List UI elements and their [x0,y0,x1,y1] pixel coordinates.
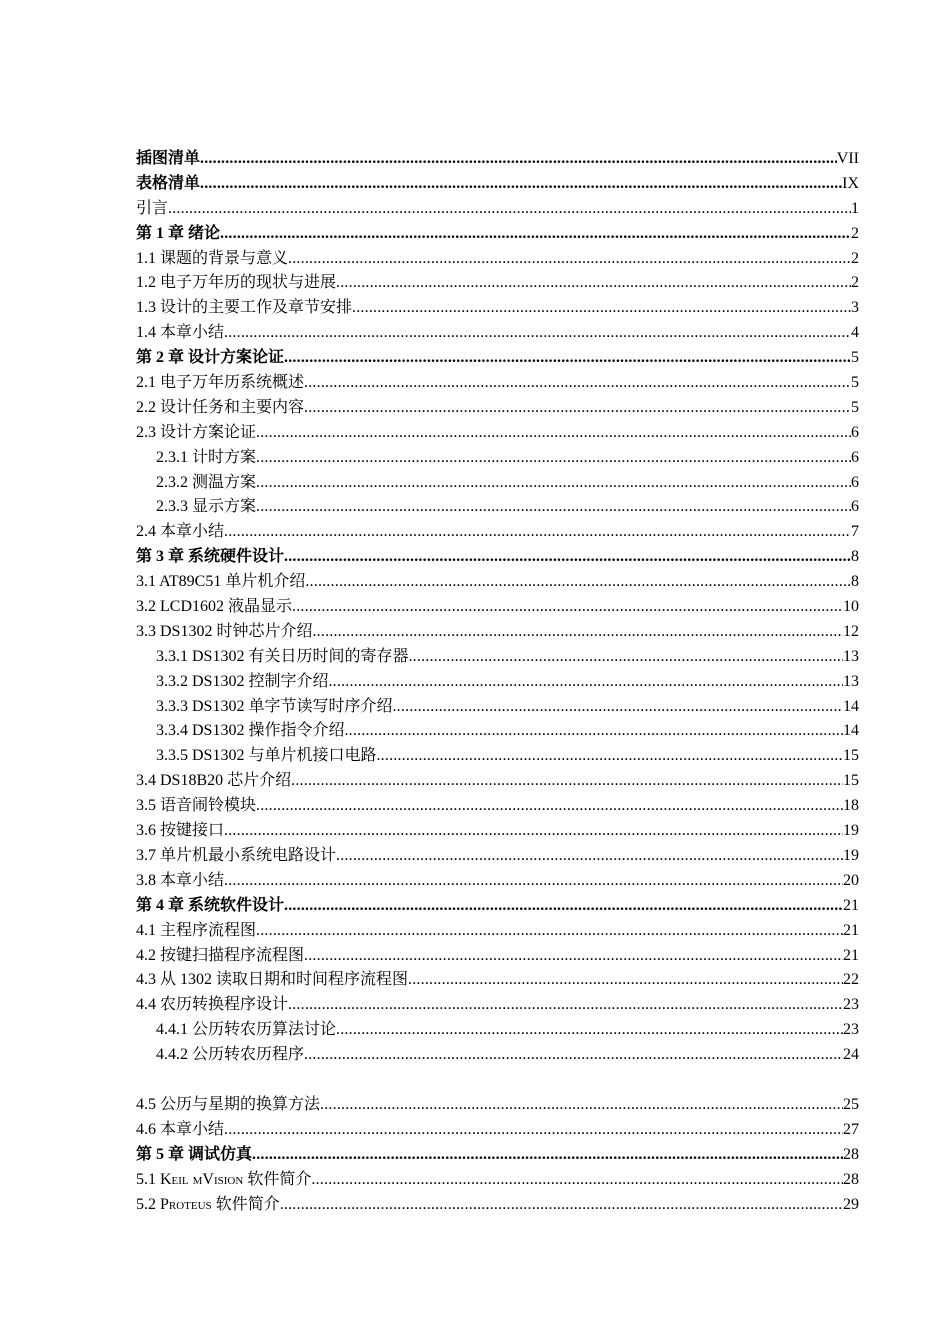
toc-entry-title-smallcaps: Proteus [160,1195,212,1213]
toc-entry[interactable] [136,271,859,296]
toc-leader-dots [352,296,851,321]
toc-leader-dots [408,968,843,993]
toc-entry-title-smallcaps: Keil mVision [160,1170,244,1188]
toc-leader-dots [336,1018,843,1043]
toc-entry-page: 23 [843,1021,859,1039]
toc-leader-dots [284,346,851,371]
toc-entry[interactable] [136,944,859,969]
toc-entry-title: 1.3 设计的主要工作及章节安排 [136,299,353,317]
toc-entry[interactable] [136,869,859,894]
toc-leader-dots [256,794,843,819]
toc-entry-page: 25 [843,1095,859,1113]
toc-leader-dots [304,1043,843,1068]
toc-entry-page: 24 [843,1046,859,1064]
toc-entry[interactable] [136,670,859,695]
toc-entry[interactable] [136,172,859,197]
toc-entry-page: 4 [851,324,859,342]
toc-entry[interactable] [136,620,859,645]
toc-entry-title: 4.4.1 公历转农历算法讨论 [156,1021,337,1039]
toc-entry-page: 14 [843,722,859,740]
toc-entry[interactable] [136,346,859,371]
toc-entry-title: 3.3.1 DS1302 有关日历时间的寄存器 [156,647,409,665]
toc-entry-page: 6 [851,448,859,466]
toc-entry[interactable] [136,545,859,570]
toc-entry-page: 23 [843,996,859,1014]
toc-entry[interactable] [136,247,859,272]
toc-entry-page: 1 [851,199,859,217]
toc-entry-title: 1.2 电子万年历的现状与进展 [136,274,337,292]
toc-entry-title: 4.1 主程序流程图 [136,921,257,939]
toc-leader-dots [312,620,843,645]
toc-entry[interactable] [136,1143,859,1168]
toc-leader-dots [256,471,851,496]
toc-entry-title: 4.5 公历与星期的换算方法 [136,1095,321,1113]
toc-leader-dots [284,894,843,919]
toc-entry-page: 13 [843,672,859,690]
toc-entry-title: 表格清单 [136,174,201,192]
toc-entry-title [136,1193,280,1218]
toc-leader-dots [292,595,843,620]
toc-entry-page: 21 [843,946,859,964]
toc-leader-dots [304,396,851,421]
toc-leader-dots [256,919,843,944]
toc-entry-page: 6 [851,473,859,491]
toc-entry-page: 28 [843,1145,859,1163]
toc-leader-dots [305,570,851,595]
toc-entry[interactable] [136,794,859,819]
toc-entry-title-prefix: 5.1 [136,1170,160,1188]
toc-entry-title: 3.5 语音闹铃模块 [136,797,257,815]
toc-leader-dots [280,1193,843,1218]
toc-entry[interactable] [136,719,859,744]
toc-entry[interactable] [136,993,859,1018]
toc-entry[interactable] [136,421,859,446]
toc-leader-dots [224,819,843,844]
toc-entry[interactable] [136,844,859,869]
toc-entry-page: 8 [851,573,859,591]
toc-entry[interactable] [136,1118,859,1143]
toc-entry-title: 3.8 本章小结 [136,871,225,889]
toc-entry-title: 1.1 课题的背景与意义 [136,249,289,267]
toc-entry-title: 第 2 章 设计方案论证 [136,349,285,367]
toc-leader-dots [252,1143,843,1168]
toc-entry-title: 第 5 章 调试仿真 [136,1145,253,1163]
toc-entry-page: 19 [843,822,859,840]
toc-leader-dots [304,944,843,969]
toc-entry[interactable] [136,520,859,545]
toc-entry-page: 19 [843,846,859,864]
toc-entry[interactable] [136,1168,859,1193]
toc-entry-title [136,1168,311,1193]
toc-entry-title-suffix: 软件简介 [211,1195,280,1213]
toc-entry-title: 第 4 章 系统软件设计 [136,896,285,914]
toc-entry[interactable] [136,396,859,421]
toc-entry-title: 插图清单 [136,150,201,167]
toc-entry-title: 4.2 按键扫描程序流程图 [136,946,305,964]
toc-entry-title: 3.3.4 DS1302 操作指令介绍 [156,722,345,740]
toc-entry-title: 3.6 按键接口 [136,822,225,840]
toc-leader-dots [256,421,851,446]
toc-leader-dots [392,695,843,720]
toc-leader-dots [200,147,837,172]
toc-leader-dots [256,446,851,471]
toc-entry-page: 27 [843,1120,859,1138]
toc-entry-page: 8 [851,548,859,566]
toc-entry-title-prefix: 5.2 [136,1195,160,1213]
toc-entry[interactable] [136,1043,859,1068]
toc-entry[interactable] [136,1093,859,1118]
toc-entry-title: 2.2 设计任务和主要内容 [136,398,305,416]
toc-entry-title-suffix: 软件简介 [243,1170,312,1188]
toc-entry-title: 2.3.2 测温方案 [156,473,257,491]
toc-leader-dots [224,520,851,545]
toc-entry-title: 3.3.3 DS1302 单字节读写时序介绍 [156,697,393,715]
toc-entry-page: 15 [843,772,859,790]
toc-entry[interactable] [136,222,859,247]
toc-entry-title: 2.4 本章小结 [136,523,225,541]
toc-entry[interactable] [136,446,859,471]
toc-leader-dots [408,645,843,670]
toc-entry[interactable] [136,495,859,520]
toc-entry-page: 10 [843,598,859,616]
table-of-contents [136,147,859,1217]
toc-entry-title: 4.4.2 公历转农历程序 [156,1046,305,1064]
toc-entry-title: 4.4 农历转换程序设计 [136,996,289,1014]
toc-entry[interactable] [136,371,859,396]
toc-entry[interactable] [136,819,859,844]
toc-leader-dots [344,719,843,744]
toc-leader-dots [336,271,851,296]
toc-entry-title: 4.3 从 1302 读取日期和时间程序流程图 [136,971,409,989]
toc-entry-title: 3.3.2 DS1302 控制字介绍 [156,672,329,690]
toc-leader-dots [200,172,842,197]
toc-leader-dots [220,222,851,247]
toc-entry[interactable] [136,769,859,794]
toc-entry-title: 3.1 AT89C51 单片机介绍 [136,573,306,591]
toc-entry-title: 第 3 章 系统硬件设计 [136,548,285,566]
toc-entry-page: 5 [851,349,859,367]
toc-entry[interactable] [136,296,859,321]
toc-entry-page: 5 [851,398,859,416]
toc-entry-page: 18 [843,797,859,815]
toc-leader-dots [288,993,843,1018]
toc-leader-dots [304,371,851,396]
toc-entry-page: 5 [851,374,859,392]
toc-entry-page: 2 [851,274,859,292]
toc-entry-title: 3.2 LCD1602 液晶显示 [136,598,293,616]
toc-entry-title: 1.4 本章小结 [136,324,225,342]
toc-leader-dots [168,197,851,222]
toc-entry-title: 4.6 本章小结 [136,1120,225,1138]
toc-entry-title: 2.3.3 显示方案 [156,498,257,516]
toc-entry-page: VII [836,150,859,167]
toc-entry[interactable] [136,197,859,222]
toc-entry-page: 14 [843,697,859,715]
toc-entry[interactable] [136,968,859,993]
toc-entry[interactable] [136,894,859,919]
toc-entry-title: 2.3 设计方案论证 [136,423,257,441]
toc-leader-dots [256,495,851,520]
toc-entry[interactable] [136,147,859,172]
toc-leader-dots [328,670,843,695]
toc-entry[interactable] [136,570,859,595]
toc-entry-page: 21 [843,896,859,914]
toc-leader-dots [224,321,851,346]
toc-entry[interactable] [136,595,859,620]
toc-entry-title: 2.3.1 计时方案 [156,448,257,466]
toc-entry-title: 3.4 DS18B20 芯片介绍 [136,772,292,790]
toc-entry-title: 3.7 单片机最小系统电路设计 [136,846,337,864]
toc-entry-page: 6 [851,498,859,516]
toc-entry-page: 6 [851,423,859,441]
toc-entry[interactable] [136,321,859,346]
toc-entry-title: 引言 [136,199,169,217]
toc-entry-page: 15 [843,747,859,765]
toc-entry-page: 13 [843,647,859,665]
toc-entry[interactable] [136,695,859,720]
toc-entry-page: 12 [843,622,859,640]
toc-entry-page: 20 [843,871,859,889]
toc-entry[interactable] [136,1018,859,1043]
toc-leader-dots [320,1093,843,1118]
toc-entry-page: 28 [843,1170,859,1188]
toc-entry-page: IX [842,174,859,192]
toc-entry-page: 21 [843,921,859,939]
toc-leader-dots [224,1118,843,1143]
toc-entry-title: 第 1 章 绪论 [136,224,221,242]
toc-entry-title: 3.3 DS1302 时钟芯片介绍 [136,622,313,640]
toc-entry[interactable] [136,744,859,769]
toc-leader-dots [291,769,843,794]
toc-entry-page: 2 [851,249,859,267]
toc-entry[interactable] [136,645,859,670]
toc-leader-dots [284,545,851,570]
toc-entry[interactable] [136,919,859,944]
toc-entry[interactable] [136,471,859,496]
toc-entry-page: 3 [851,299,859,317]
toc-entry-page: 2 [851,224,859,242]
toc-entry-title: 2.1 电子万年历系统概述 [136,374,305,392]
toc-entry-page: 22 [843,971,859,989]
toc-leader-dots [288,247,851,272]
toc-leader-dots [311,1168,843,1193]
toc-entry[interactable] [136,1193,859,1218]
toc-leader-dots [376,744,843,769]
toc-entry-page: 29 [843,1195,859,1213]
toc-leader-dots [224,869,843,894]
toc-entry-page: 7 [851,523,859,541]
toc-leader-dots [336,844,843,869]
toc-entry-title: 3.3.5 DS1302 与单片机接口电路 [156,747,377,765]
